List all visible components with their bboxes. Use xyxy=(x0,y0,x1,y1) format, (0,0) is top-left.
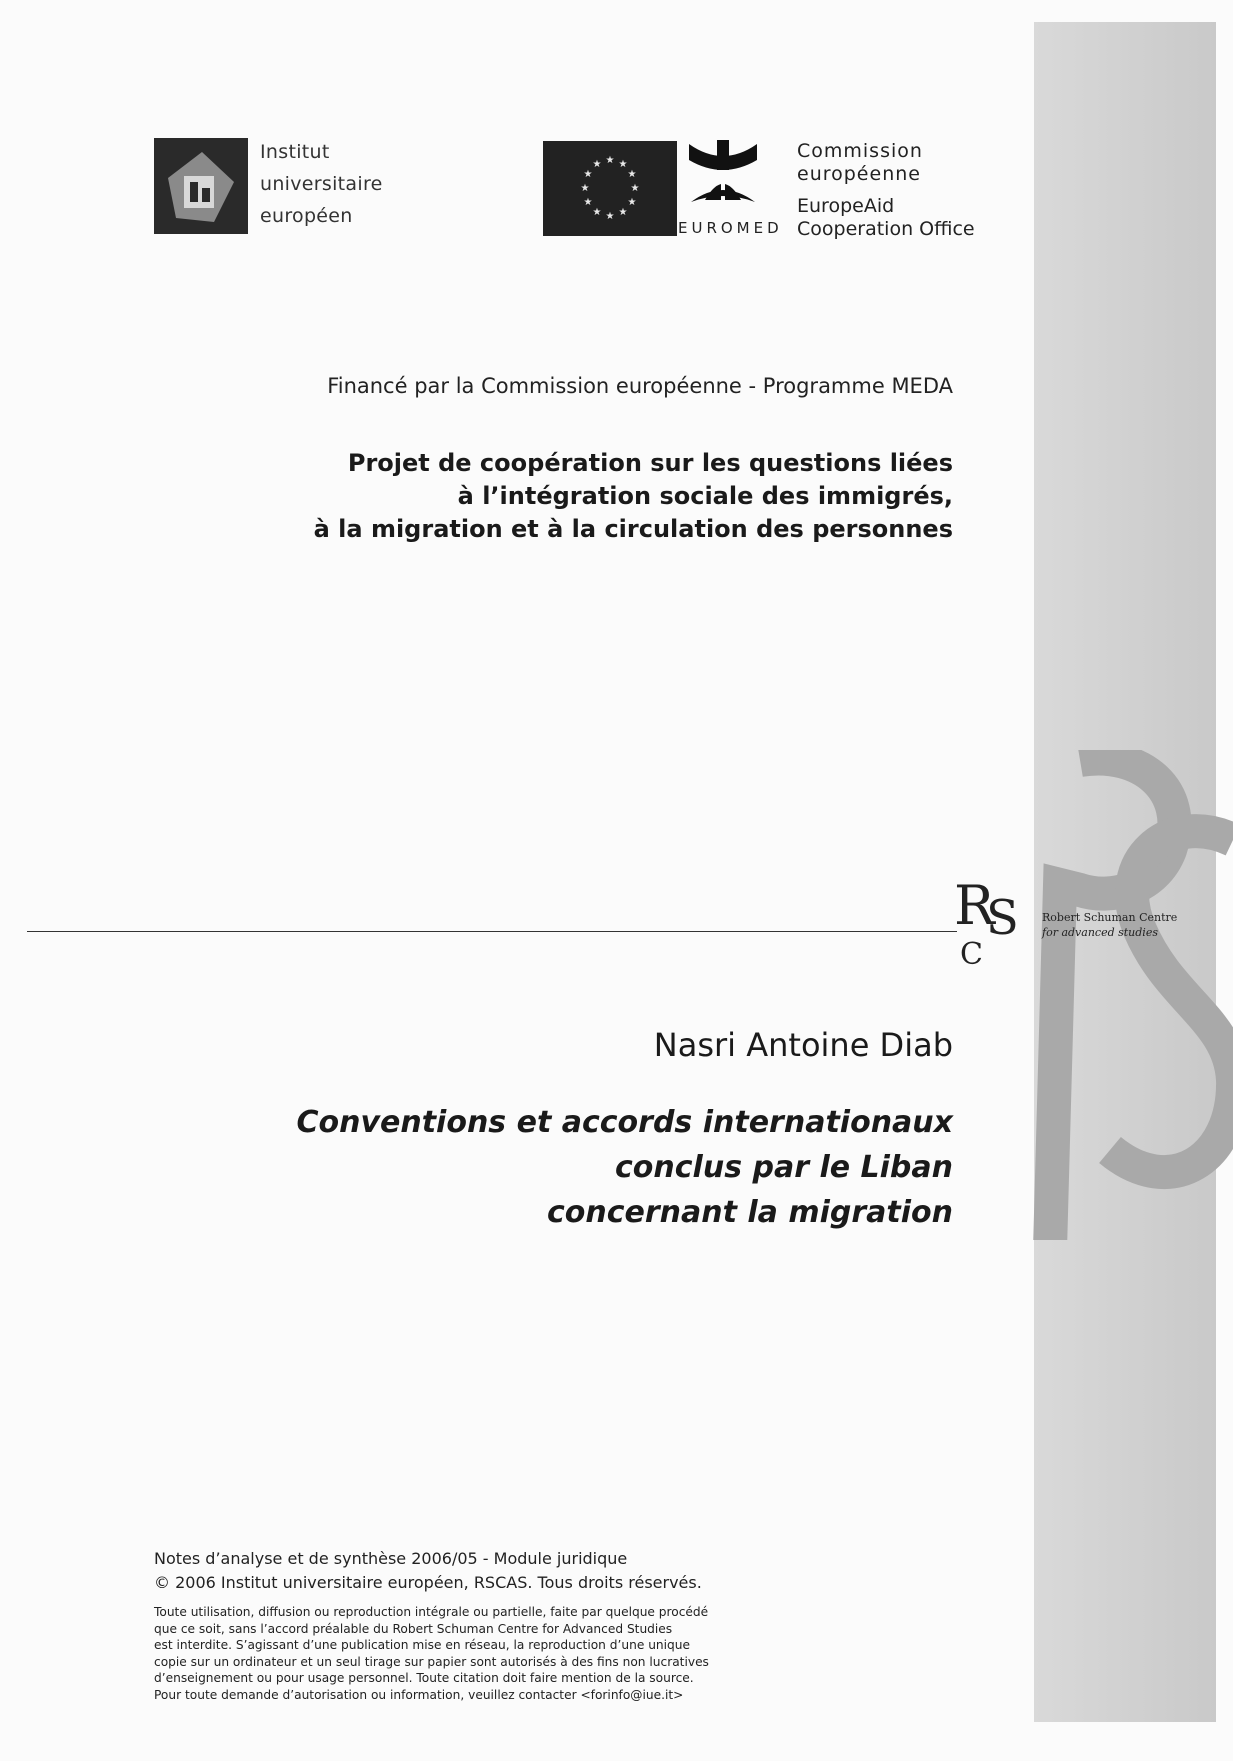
document-title xyxy=(296,1100,953,1235)
project-line-1: Projet de coopération sur les questions liées xyxy=(347,449,953,477)
rs-watermark xyxy=(1020,750,1233,1240)
svg-text:★: ★ xyxy=(618,207,628,218)
project-heading xyxy=(314,447,953,546)
author-name: Nasri Antoine Diab xyxy=(653,1026,953,1064)
series-notes xyxy=(154,1547,702,1595)
svg-text:★: ★ xyxy=(592,159,602,170)
commission-line-4: Cooperation Office xyxy=(797,218,975,240)
svg-text:★: ★ xyxy=(605,155,615,166)
divider-line xyxy=(27,931,957,932)
svg-text:★: ★ xyxy=(583,197,593,208)
iue-name xyxy=(260,136,383,232)
svg-text:★: ★ xyxy=(627,169,637,180)
commission-line-1: Commission xyxy=(797,140,923,162)
eu-flag-logo xyxy=(543,141,677,236)
commission-line-3: EuropeAid xyxy=(797,195,895,217)
svg-text:★: ★ xyxy=(627,197,637,208)
rsc-name xyxy=(1042,910,1177,940)
iue-line-3: européen xyxy=(260,205,353,227)
commission-line-2: européenne xyxy=(797,163,921,185)
title-line-2: conclus par le Liban xyxy=(615,1150,953,1185)
rsc-monogram-logo xyxy=(950,868,1030,968)
iue-logo xyxy=(154,138,248,234)
title-line-3: concernant la migration xyxy=(546,1195,953,1230)
commission-label xyxy=(797,140,975,241)
legal-line: que ce soit, sans l’accord préalable du Robert Schuman Centre for Advanced Studies xyxy=(154,1621,673,1636)
euromed-label: EUROMED xyxy=(678,219,783,237)
legal-line: copie sur un ordinateur et un seul tirage sur papier sont autorisés à des fins non lucratives xyxy=(154,1654,709,1669)
legal-line: d’enseignement ou pour usage personnel. Toute citation doit faire mention de la source. xyxy=(154,1671,694,1685)
svg-text:★: ★ xyxy=(583,169,593,180)
funding-line: Financé par la Commission européenne - Programme MEDA xyxy=(327,374,953,398)
legal-line: Toute utilisation, diffusion ou reproduction intégrale ou partielle, faite par quelque procédé xyxy=(154,1605,709,1619)
legal-notice xyxy=(154,1604,709,1703)
svg-text:★: ★ xyxy=(605,211,615,222)
svg-text:★: ★ xyxy=(592,207,602,218)
rsc-subtitle: for advanced studies xyxy=(1042,926,1158,939)
svg-text:★: ★ xyxy=(618,159,628,170)
project-line-3: à la migration et à la circulation des personnes xyxy=(313,515,953,543)
svg-text:S: S xyxy=(986,890,1019,946)
title-line-1: Conventions et accords internationaux xyxy=(296,1105,953,1140)
iue-line-2: universitaire xyxy=(260,173,383,195)
svg-text:★: ★ xyxy=(630,183,640,194)
copyright-line: © 2006 Institut universitaire européen, RSCAS. Tous droits réservés. xyxy=(154,1573,702,1592)
rsc-name-line: Robert Schuman Centre xyxy=(1042,911,1178,924)
project-line-2: à l’intégration sociale des immigrés, xyxy=(457,482,953,510)
legal-line: Pour toute demande d’autorisation ou information, veuillez contacter <forinfo@iue.it> xyxy=(154,1687,684,1702)
svg-text:C: C xyxy=(960,937,983,968)
series-line: Notes d’analyse et de synthèse 2006/05 - Module juridique xyxy=(154,1549,628,1568)
svg-text:R: R xyxy=(954,874,995,937)
euromed-logo xyxy=(685,138,761,214)
svg-text:★: ★ xyxy=(580,183,590,194)
legal-line: est interdite. S’agissant d’une publication mise en réseau, la reproduction d’une unique xyxy=(154,1638,690,1652)
iue-line-1: Institut xyxy=(260,141,330,163)
